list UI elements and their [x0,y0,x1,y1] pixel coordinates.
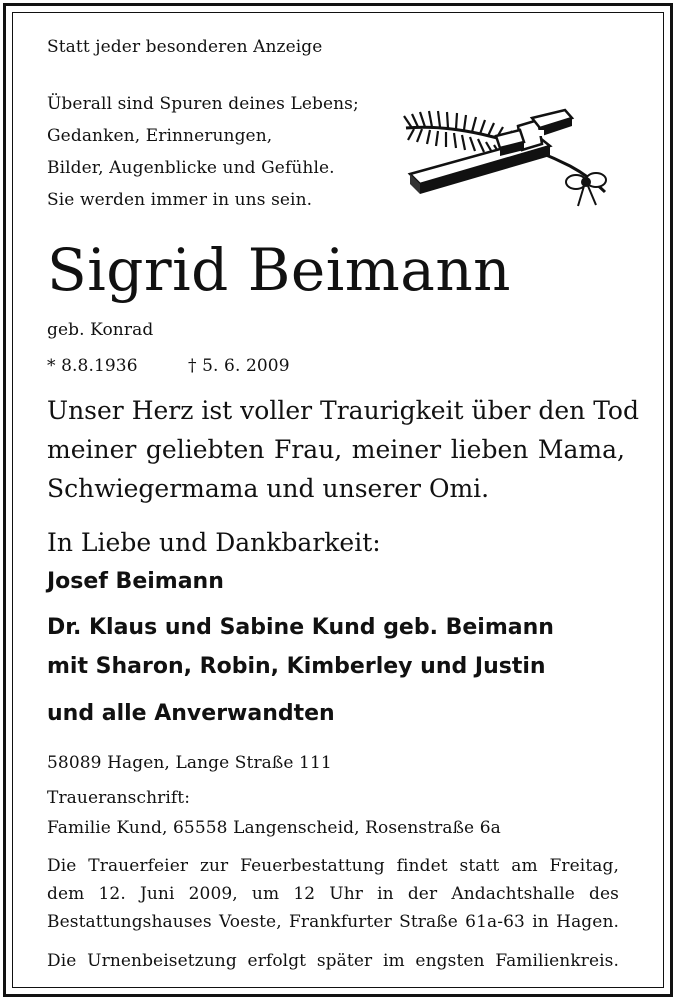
deceased-name: Sigrid Beimann [47,236,512,304]
poem-line-4: Sie werden immer in uns sein. [47,190,313,210]
maiden-name: geb. Konrad [47,320,154,340]
burial-text: Die Urnenbeisetzung erfolgt später im engsten Familienkreis. [47,951,619,971]
death-date: † 5. 6. 2009 [188,356,290,376]
closing-text: In Liebe und Dankbarkeit: [47,528,381,557]
service-line-2: dem 12. Juni 2009, um 12 Uhr in der Andachtshalle des [47,884,619,904]
poem-line-2: Gedanken, Erinnerungen, [47,126,273,146]
address-label: Traueranschrift: [47,788,191,808]
poem-line-3: Bilder, Augenblicke und Gefühle. [47,158,335,178]
service-line-3: Bestattungshauses Voeste, Frankfurter Straße 61a-63 in Hagen. [47,912,619,932]
address-line-2: Familie Kund, 65558 Langenscheid, Rosenstraße 6a [47,818,501,838]
message-line-3: Schwiegermama und unserer Omi. [47,474,490,503]
notice-text: Statt jeder besonderen Anzeige [47,37,323,57]
poem-line-1: Überall sind Spuren deines Lebens; [47,94,359,114]
mourner-2: Dr. Klaus und Sabine Kund geb. Beimann [47,615,554,640]
message-line-2: meiner geliebten Frau, meiner lieben Mama, [47,435,625,464]
message-line-1: Unser Herz ist voller Traurigkeit über den Tod [47,396,639,425]
mourner-1: Josef Beimann [47,569,224,594]
mourner-4: und alle Anverwandten [47,701,335,726]
mourner-3: mit Sharon, Robin, Kimberley und Justin [47,654,546,679]
cross-with-palm-branch-icon [400,106,625,211]
address-line-1: 58089 Hagen, Lange Straße 111 [47,753,332,773]
birth-date: * 8.8.1936 [47,356,138,376]
service-line-1: Die Trauerfeier zur Feuerbestattung findet statt am Freitag, [47,856,619,876]
